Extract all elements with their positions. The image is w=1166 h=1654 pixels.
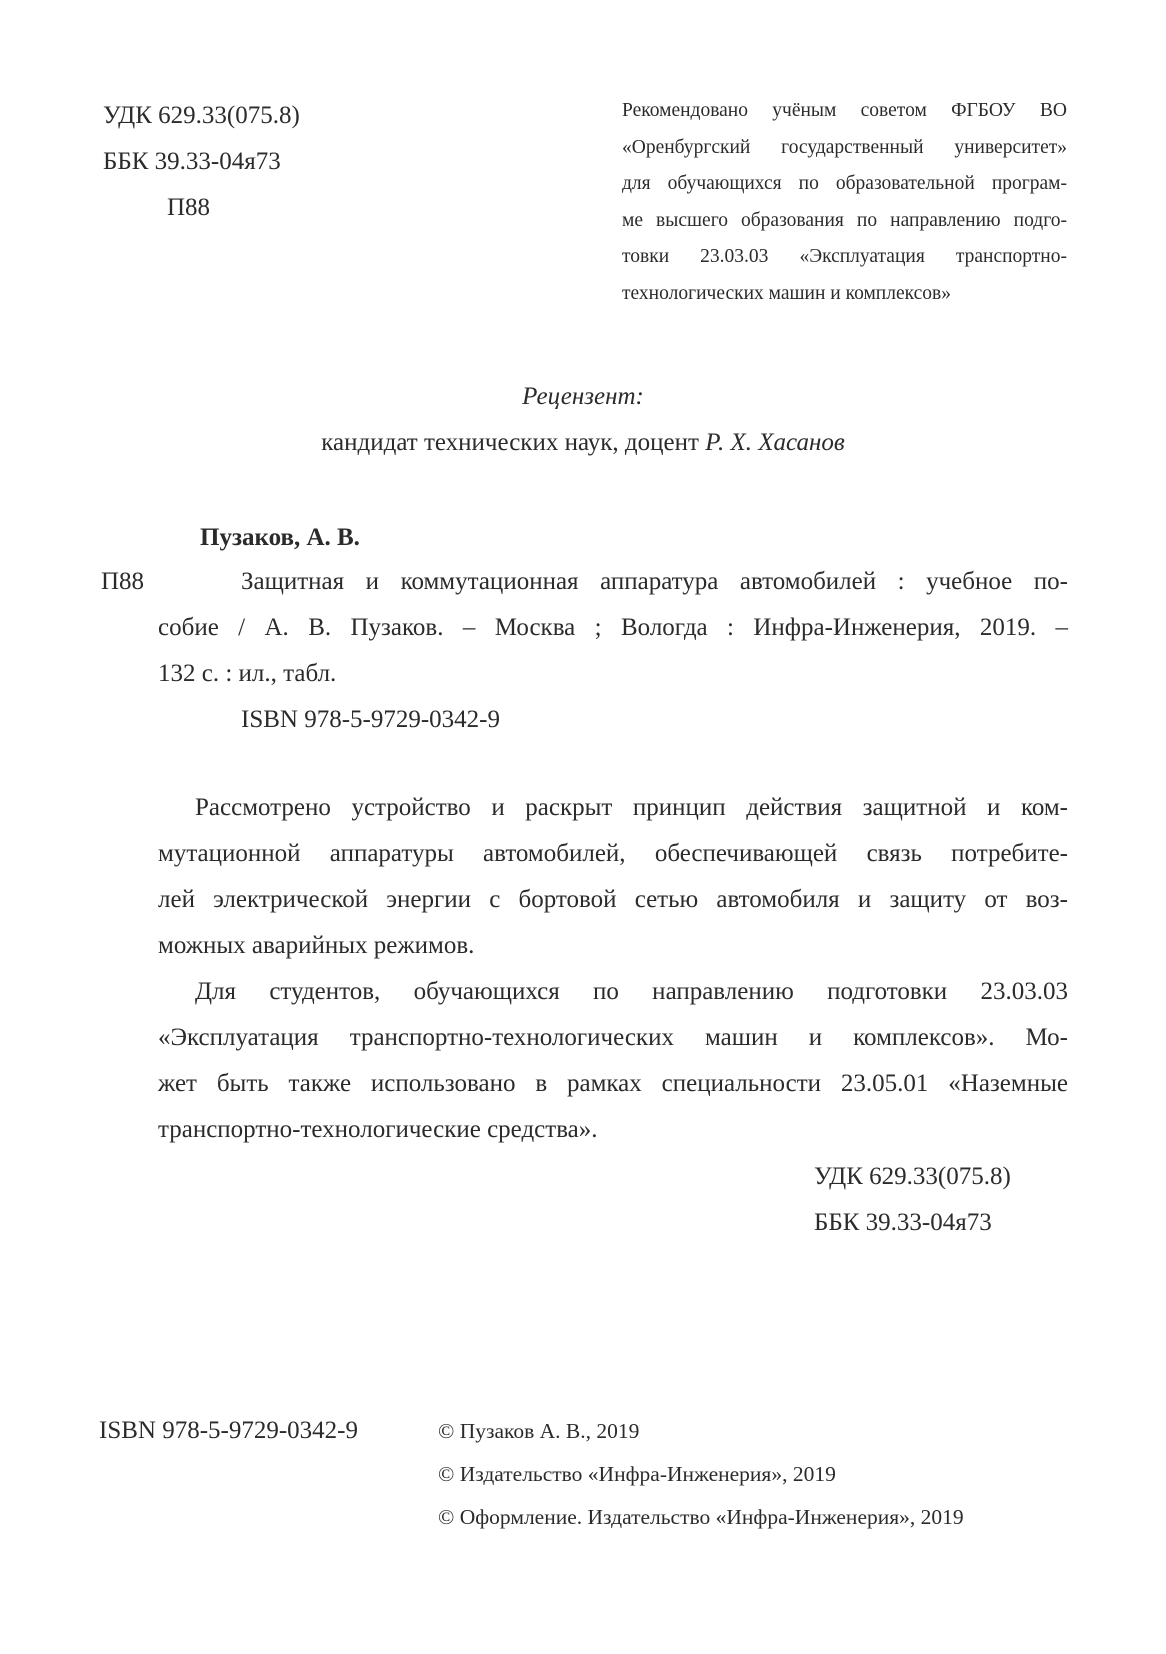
bibliographic-description — [158, 567, 1068, 735]
annotation-line: мутационной аппаратуры автомобилей, обеспечивающей связь потребите- — [158, 840, 1068, 867]
biblio-line: 132 с. : ил., табл. — [158, 660, 337, 687]
annotation-line: транспортно-технологические средства». — [158, 1116, 598, 1143]
recommendation-line: товки 23.03.03 «Эксплуатация транспортно- — [622, 246, 1067, 267]
author-mark-top: П88 — [167, 194, 211, 221]
udk-code-top: УДК 629.33(075.8) — [103, 102, 300, 129]
reviewer-info — [0, 428, 1166, 458]
annotation-line: Для студентов, обучающихся по направлению подготовки 23.03.03 — [195, 978, 1068, 1005]
reviewer-credentials: кандидат технических наук, доцент — [321, 429, 706, 456]
annotation-paragraph-1 — [158, 793, 1068, 961]
reviewer-name: Р. Х. Хасанов — [705, 429, 845, 456]
recommendation-line: Рекомендовано учёным советом ФГБОУ ВО — [622, 100, 1067, 121]
annotation-line: Рассмотрено устройство и раскрыт принцип действия защитной и ком- — [195, 794, 1068, 821]
isbn-biblio: ISBN 978-5-9729-0342-9 — [241, 706, 501, 733]
biblio-line: собие / А. В. Пузаков. – Москва ; Вологда : Инфра-Инженерия, 2019. – — [158, 614, 1068, 641]
annotation-line: жет быть также использовано в рамках специальности 23.05.01 «Наземные — [158, 1070, 1068, 1097]
annotation-paragraph-2 — [158, 977, 1068, 1145]
bbk-code-top: ББК 39.33-04я73 — [103, 148, 281, 175]
recommendation-line: ме высшего образования по направлению подго- — [622, 209, 1067, 231]
author-heading: Пузаков, А. В. — [200, 524, 360, 551]
recommendation-line: «Оренбургский государственный университет» — [622, 136, 1067, 158]
reviewer-label: Рецензент: — [522, 383, 644, 410]
recommendation-block — [622, 93, 1067, 312]
recommendation-line: технологических машин и комплексов» — [622, 282, 951, 304]
biblio-line: Защитная и коммутационная аппаратура автомобилей : учебное по- — [241, 568, 1068, 595]
copyright-design: © Оформление. Издательство «Инфра-Инженерия», 2019 — [438, 1505, 964, 1529]
copyright-author: © Пузаков А. В., 2019 — [438, 1419, 640, 1443]
bbk-code-bottom: ББК 39.33-04я73 — [814, 1209, 992, 1236]
isbn-footer: ISBN 978-5-9729-0342-9 — [99, 1417, 359, 1444]
annotation-line: «Эксплуатация транспортно-технологических машин и комплексов». Мо- — [158, 1024, 1068, 1051]
udk-code-bottom: УДК 629.33(075.8) — [814, 1163, 1011, 1190]
author-mark-biblio: П88 — [101, 568, 145, 595]
recommendation-line: для обучающихся по образовательной програм- — [622, 173, 1067, 194]
annotation-line: можных аварийных режимов. — [158, 932, 475, 959]
copyright-publisher: © Издательство «Инфра-Инженерия», 2019 — [438, 1462, 836, 1486]
annotation-line: лей электрической энергии с бортовой сетью автомобиля и защиту от воз- — [158, 886, 1068, 913]
